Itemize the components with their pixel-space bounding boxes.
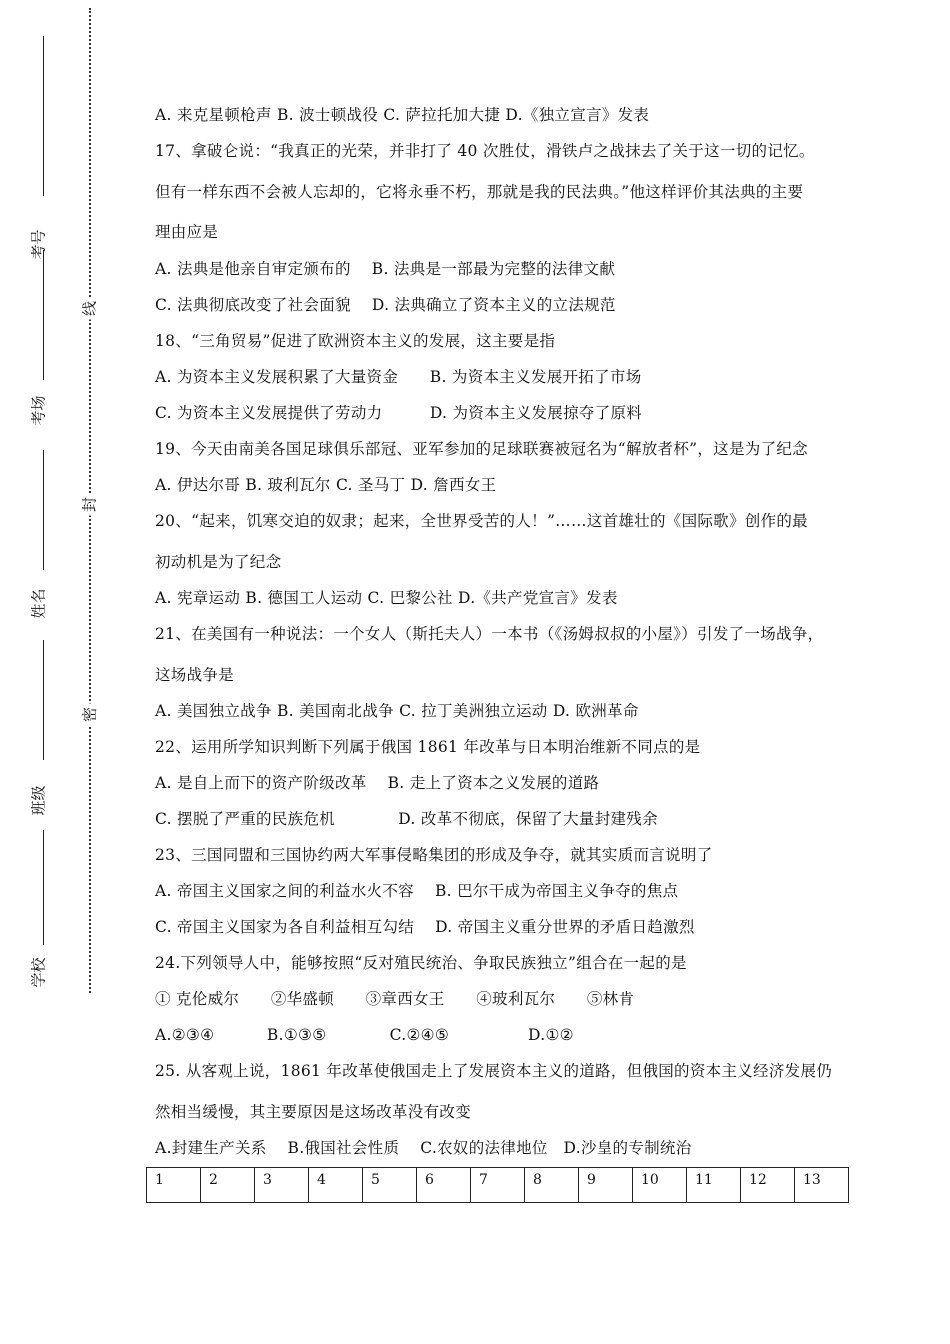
answer-cell-7[interactable]: 7 — [471, 1168, 525, 1203]
q18-stem: 18、“三角贸易”促进了欧洲资本主义的发展，这主要是指 — [155, 332, 556, 350]
q21-stem-line1: 21、在美国有一种说法：一个女人（斯托夫人）一本书（《汤姆叔叔的小屋》）引发了一场战争， — [155, 625, 824, 643]
answer-cell-9[interactable]: 9 — [579, 1168, 633, 1203]
q17-stem-line3: 理由应是 — [155, 223, 219, 241]
q17-options-cd: C. 法典彻底改变了社会面貌 D. 法典确立了资本主义的立法规范 — [155, 296, 616, 314]
answer-cell-1[interactable]: 1 — [147, 1168, 201, 1203]
q17-stem-line1: 17、拿破仑说：“我真正的光荣，并非打了 40 次胜仗，滑铁卢之战抹去了关于这一切的记忆。 — [155, 142, 815, 160]
answer-cell-4[interactable]: 4 — [309, 1168, 363, 1203]
answer-cell-10[interactable]: 10 — [633, 1168, 687, 1203]
q18-options-ab: A. 为资本主义发展积累了大量资金 B. 为资本主义发展开拓了市场 — [155, 368, 642, 386]
name-label: 姓名 — [29, 588, 48, 619]
exam-room-rule — [43, 250, 44, 380]
answer-cell-5[interactable]: 5 — [363, 1168, 417, 1203]
q23-options-cd: C. 帝国主义国家为各自利益相互勾结 D. 帝国主义重分世界的矛盾日趋激烈 — [155, 918, 695, 936]
q22-options-cd: C. 摆脱了严重的民族危机 D. 改革不彻底，保留了大量封建残余 — [155, 810, 658, 828]
q18-options-cd: C. 为资本主义发展提供了劳动力 D. 为资本主义发展掠夺了原料 — [155, 404, 643, 422]
q25-stem-line1: 25. 从客观上说，1861 年改革使俄国走上了发展资本主义的道路，但俄国的资本主义经济发展仍 — [155, 1062, 833, 1080]
answer-cell-3[interactable]: 3 — [255, 1168, 309, 1203]
q17-stem-line2: 但有一样东西不会被人忘却的，它将永垂不朽，那就是我的民法典。”他这样评价其法典的主要 — [155, 183, 804, 201]
q22-stem: 22、运用所学知识判断下列属于俄国 1861 年改革与日本明治维新不同点的是 — [155, 738, 701, 756]
class-label: 班级 — [29, 785, 48, 816]
seal-char-feng: 封 — [79, 494, 100, 516]
q17-options-ab: A. 法典是他亲自审定颁布的 B. 法典是一部最为完整的法律文献 — [155, 260, 616, 278]
q24-items: ① 克伦威尔 ②华盛顿 ③章西女王 ④玻利瓦尔 ⑤林肯 — [155, 990, 635, 1008]
school-rule — [43, 830, 44, 945]
q20-stem-line1: 20、“起来，饥寒交迫的奴隶；起来，全世界受苦的人！”……这首雄壮的《国际歌》创作的最 — [155, 512, 808, 530]
exam-number-rule — [43, 36, 44, 196]
q25-options: A.封建生产关系 B.俄国社会性质 C.农奴的法律地位 D.沙皇的专制统治 — [155, 1139, 692, 1157]
q16-options: A. 来克星顿枪声 B. 波士顿战役 C. 萨拉托加大捷 D.《独立宣言》发表 — [155, 106, 650, 124]
answer-cell-8[interactable]: 8 — [525, 1168, 579, 1203]
answer-cell-13[interactable]: 13 — [795, 1168, 849, 1203]
q19-options: A. 伊达尔哥 B. 玻利瓦尔 C. 圣马丁 D. 詹西女王 — [155, 476, 497, 494]
q25-stem-line2: 然相当缓慢，其主要原因是这场改革没有改变 — [155, 1103, 472, 1121]
q23-options-ab: A. 帝国主义国家之间的利益水火不容 B. 巴尔干成为帝国主义争夺的焦点 — [155, 882, 679, 900]
q21-options: A. 美国独立战争 B. 美国南北战争 C. 拉丁美洲独立运动 D. 欧洲革命 — [155, 702, 639, 720]
answer-cell-2[interactable]: 2 — [201, 1168, 255, 1203]
name-rule — [43, 450, 44, 570]
answer-table-row — [147, 1168, 849, 1203]
answer-cell-11[interactable]: 11 — [687, 1168, 741, 1203]
q19-stem: 19、今天由南美各国足球俱乐部冠、亚军参加的足球联赛被冠名为“解放者杯”，这是为了纪念 — [155, 440, 808, 458]
seal-char-xian: 线 — [79, 298, 100, 320]
q24-stem: 24.下列领导人中，能够按照“反对殖民统治、争取民族独立”组合在一起的是 — [155, 954, 687, 972]
seal-char-mi: 密 — [79, 704, 100, 726]
q24-options: A.②③④ B.①③⑤ C.②④⑤ D.①② — [155, 1026, 574, 1044]
class-rule — [43, 640, 44, 760]
q20-stem-line2: 初动机是为了纪念 — [155, 553, 282, 571]
answer-cell-6[interactable]: 6 — [417, 1168, 471, 1203]
school-label: 学校 — [29, 957, 48, 988]
answer-cell-12[interactable]: 12 — [741, 1168, 795, 1203]
exam-number-label: 考号 — [29, 229, 48, 260]
q22-options-ab: A. 是自上而下的资产阶级改革 B. 走上了资本之义发展的道路 — [155, 774, 600, 792]
q23-stem: 23、三国同盟和三国协约两大军事侵略集团的形成及争夺，就其实质而言说明了 — [155, 846, 713, 864]
q20-options: A. 宪章运动 B. 德国工人运动 C. 巴黎公社 D.《共产党宣言》发表 — [155, 589, 618, 607]
answer-table — [146, 1167, 849, 1203]
q21-stem-line2: 这场战争是 — [155, 666, 235, 684]
exam-room-label: 考场 — [29, 395, 48, 426]
